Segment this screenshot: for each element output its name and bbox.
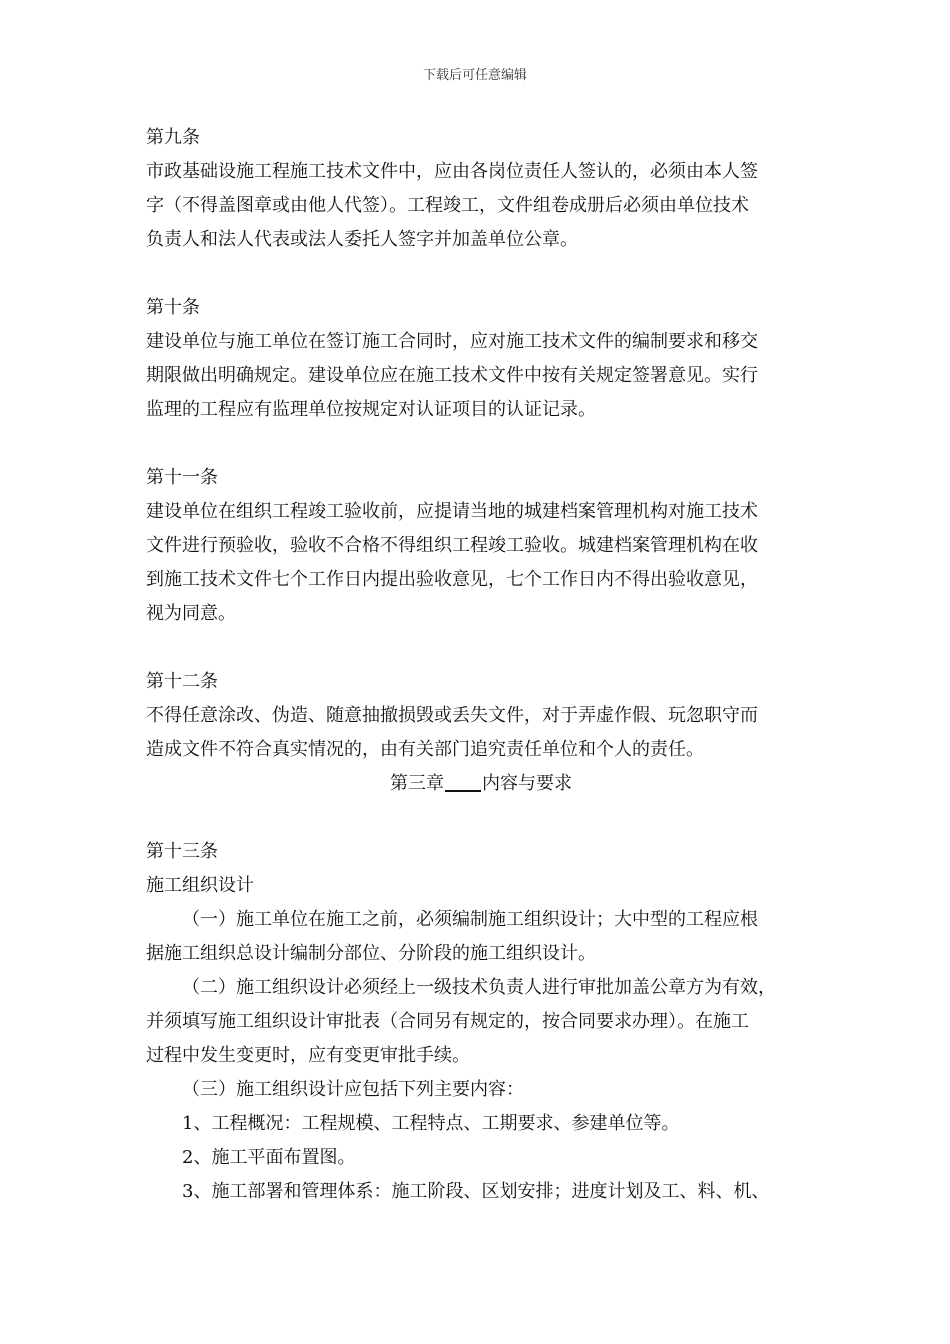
article-11-line: 文件进行预验收，验收不合格不得组织工程竣工验收。城建档案管理机构在收	[146, 535, 758, 556]
article-13-line: （一）施工单位在施工之前，必须编制施工组织设计；大中型的工程应根	[182, 909, 758, 930]
article-11-line: 建设单位在组织工程竣工验收前，应提请当地的城建档案管理机构对施工技术	[146, 501, 758, 522]
article-12-line: 不得任意涂改、伪造、随意抽撤损毁或丢失文件，对于弄虚作假、玩忽职守而	[146, 705, 758, 726]
article-10-line: 建设单位与施工单位在签订施工合同时，应对施工技术文件的编制要求和移交	[146, 331, 758, 352]
article-10-line: 期限做出明确规定。建设单位应在施工技术文件中按有关规定签署意见。实行	[146, 365, 758, 386]
article-13-list-item: 2、施工平面布置图。	[182, 1147, 356, 1168]
article-13-list-item: 3、施工部署和管理体系：施工阶段、区划安排；进度计划及工、料、机、	[182, 1181, 770, 1202]
chapter-number: 第三章	[390, 773, 444, 794]
article-10-line: 监理的工程应有监理单位按规定对认证项目的认证记录。	[146, 399, 596, 420]
article-10-title: 第十条	[146, 297, 200, 318]
article-13-list-item: 1、工程概况：工程规模、工程特点、工期要求、参建单位等。	[182, 1113, 680, 1134]
article-12-title: 第十二条	[146, 671, 218, 692]
article-11-title: 第十一条	[146, 467, 218, 488]
article-11-line: 视为同意。	[146, 603, 236, 624]
article-13-line: 并须填写施工组织设计审批表（合同另有规定的，按合同要求办理）。在施工	[146, 1011, 749, 1032]
chapter-heading	[146, 767, 816, 801]
chapter-underline	[445, 770, 481, 792]
article-13-line: 据施工组织总设计编制分部位、分阶段的施工组织设计。	[146, 943, 596, 964]
article-11-line: 到施工技术文件七个工作日内提出验收意见，七个工作日内不得出验收意见，	[146, 569, 758, 590]
article-9-line: 字（不得盖图章或由他人代签）。工程竣工，文件组卷成册后必须由单位技术	[146, 195, 749, 216]
article-9-title: 第九条	[146, 127, 200, 148]
article-13-subtitle: 施工组织设计	[146, 875, 254, 896]
document-body	[146, 121, 816, 1209]
article-9-line: 负责人和法人代表或法人委托人签字并加盖单位公章。	[146, 229, 578, 250]
article-13-title: 第十三条	[146, 841, 218, 862]
article-13-line: 过程中发生变更时，应有变更审批手续。	[146, 1045, 470, 1066]
article-12-line: 造成文件不符合真实情况的，由有关部门追究责任单位和个人的责任。	[146, 739, 704, 760]
page-header: 下载后可任意编辑	[422, 68, 527, 83]
article-9-line: 市政基础设施工程施工技术文件中，应由各岗位责任人签认的，必须由本人签	[146, 161, 758, 182]
chapter-title: 内容与要求	[482, 773, 572, 794]
article-13-line: （三）施工组织设计应包括下列主要内容：	[182, 1079, 524, 1100]
article-13-line: （二）施工组织设计必须经上一级技术负责人进行审批加盖公章方为有效，	[182, 977, 776, 998]
